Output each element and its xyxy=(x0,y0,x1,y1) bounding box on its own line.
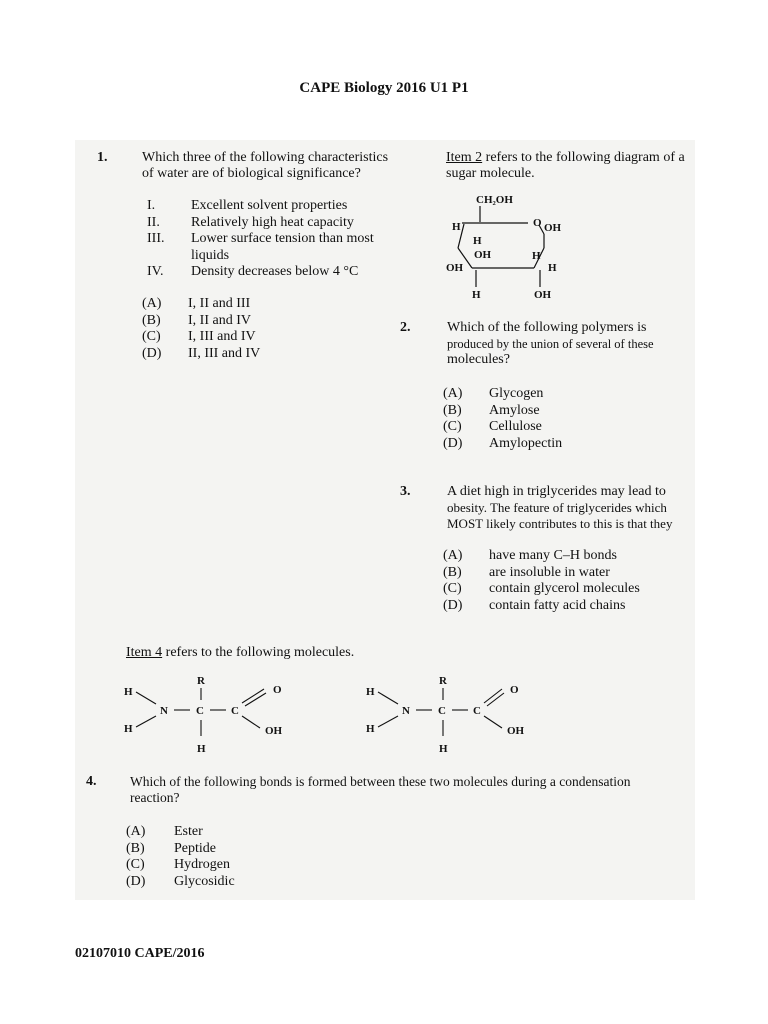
q1-option[interactable]: (A) I, II and III xyxy=(142,296,251,311)
aa1-h-label: H xyxy=(197,743,206,755)
aa2-h-label: H xyxy=(439,743,448,755)
aa2-oxygen-label: O xyxy=(510,684,519,696)
q4-option[interactable]: (A) Ester xyxy=(126,824,203,839)
aa2-alpha-carbon-label: C xyxy=(438,705,446,717)
aa1-oh-label: OH xyxy=(265,725,283,737)
q3-option[interactable]: (D) contain fatty acid chains xyxy=(443,597,626,613)
q4-option[interactable]: (B) Peptide xyxy=(126,840,216,856)
q4-option[interactable]: (C) Hydrogen xyxy=(126,857,230,872)
q1-text: Which three of the following characteristics of water are of biological significance? xyxy=(142,150,389,181)
q3-option[interactable]: (B) are insoluble in water xyxy=(443,564,610,580)
item2-intro: Item 2 refers to the following diagram of a sugar molecule. xyxy=(446,150,685,181)
q1-statement: III. Lower surface tension than most xyxy=(147,231,374,246)
sugar-h-label: H xyxy=(548,262,557,274)
aa1-h-label: H xyxy=(124,723,133,735)
aa2-double-bond xyxy=(487,693,504,706)
q1-option[interactable]: (D) II, III and IV xyxy=(142,345,261,361)
aa2-nitrogen-label: N xyxy=(402,705,410,717)
q2-number: 2. xyxy=(400,320,411,335)
sugar-h-label: H xyxy=(472,289,481,301)
q2-option[interactable]: (C) Cellulose xyxy=(443,419,542,434)
aa1-nitrogen-label: N xyxy=(160,705,168,717)
sugar-oh-label: OH xyxy=(534,289,552,301)
q1-statement: IV. Density decreases below 4 °C xyxy=(147,264,359,279)
aa1-bond xyxy=(242,716,260,728)
q1-option[interactable]: (B) I, II and IV xyxy=(142,312,251,328)
aa2-oh-label: OH xyxy=(507,725,525,737)
q2-option[interactable]: (B) Amylose xyxy=(443,402,540,418)
aa2-h-label: H xyxy=(366,686,375,698)
sugar-ring-oxygen-label: O xyxy=(533,217,542,229)
q1-statement: I. Excellent solvent properties xyxy=(147,198,348,213)
amino-acid-diagram-2 xyxy=(360,670,540,760)
q4-number: 4. xyxy=(86,774,97,789)
aa2-bond xyxy=(378,692,398,704)
aa2-bond xyxy=(484,716,502,728)
q4-text: Which of the following bonds is formed between these two molecules during a condensation reaction? xyxy=(130,774,631,805)
aa2-h-label: H xyxy=(366,723,375,735)
q2-text: Which of the following polymers is produced by the union of several of these molecules? xyxy=(447,320,654,367)
sugar-oh-label: OH xyxy=(446,262,464,274)
q2-options xyxy=(443,386,562,452)
q1-option[interactable]: (C) I, III and IV xyxy=(142,329,256,344)
aa2-r-group-label: R xyxy=(439,675,447,687)
page-title: CAPE Biology 2016 U1 P1 xyxy=(299,80,469,96)
q4-options xyxy=(126,824,235,890)
sugar-ch2oh-label: CH₂OH xyxy=(476,194,513,206)
q1-statements xyxy=(147,198,374,281)
aa1-r-group-label: R xyxy=(197,675,205,687)
amino-acid-diagram-1 xyxy=(118,670,298,760)
q1-number: 1. xyxy=(97,150,108,165)
aa1-bond xyxy=(136,692,156,704)
sugar-h-label: H xyxy=(473,235,482,247)
q3-option[interactable]: (C) contain glycerol molecules xyxy=(443,581,640,596)
q2-option[interactable]: (A) Glycogen xyxy=(443,386,544,401)
q1-statement: II. Relatively high heat capacity xyxy=(147,214,354,230)
glucose-ring-diagram xyxy=(440,188,580,304)
aa2-carboxyl-carbon-label: C xyxy=(473,705,481,717)
aa2-bond xyxy=(378,716,398,727)
aa1-h-label: H xyxy=(124,686,133,698)
footer-code: 02107010 CAPE/2016 xyxy=(75,946,205,961)
aa1-carboxyl-carbon-label: C xyxy=(231,705,239,717)
sugar-h-label: H xyxy=(532,250,541,262)
q4-option[interactable]: (D) Glycosidic xyxy=(126,873,235,889)
aa1-oxygen-label: O xyxy=(273,684,282,696)
q3-option[interactable]: (A) have many C–H bonds xyxy=(443,548,617,563)
q3-number: 3. xyxy=(400,484,411,499)
sugar-oh-label: OH xyxy=(474,249,492,261)
aa1-alpha-carbon-label: C xyxy=(196,705,204,717)
item4-intro: Item 4 refers to the following molecules. xyxy=(126,645,355,660)
q3-options xyxy=(443,548,640,614)
q1-options xyxy=(142,296,260,362)
q2-option[interactable]: (D) Amylopectin xyxy=(443,435,563,451)
sugar-oh-label: OH xyxy=(544,222,562,234)
q3-text: A diet high in triglycerides may lead to obesity. The feature of triglycerides which MOST likely contributes to this is that they xyxy=(447,484,673,531)
sugar-h-label: H xyxy=(452,221,461,233)
q1-statement: liquids xyxy=(191,247,230,263)
aa1-bond xyxy=(136,716,156,727)
